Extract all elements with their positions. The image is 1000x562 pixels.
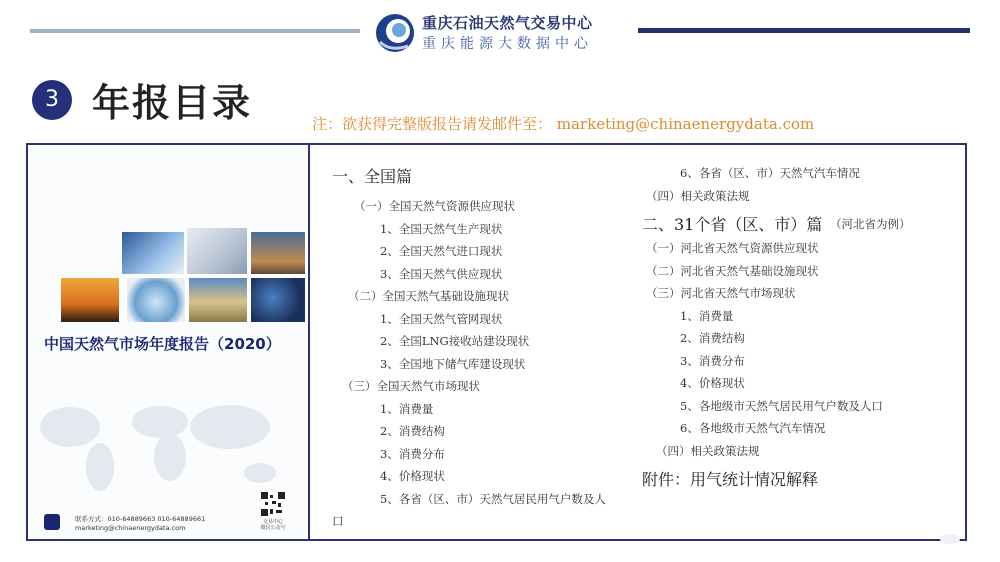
toc-item: 4、价格现状 (380, 469, 445, 483)
org-subtitle: 重庆能源大数据中心 (422, 36, 593, 52)
qr-caption (256, 519, 290, 531)
email-note: 注：欲获得完整版报告请发邮件至： marketing@chinaenergydata.com (312, 115, 815, 133)
cover-photo-charts (121, 231, 185, 275)
org-name: 重庆石油天然气交易中心 (422, 14, 593, 32)
section-number-badge: 3 (32, 80, 72, 120)
cover-contact (75, 515, 205, 533)
toc-item: 5、各省（区、市）天然气居民用气户数及人 (380, 492, 606, 506)
toc-appendix: 附件：用气统计情况解释 (642, 470, 819, 489)
toc-part2-heading: 二、31个省（区、市）篇 (642, 215, 823, 234)
header-rule-left (30, 29, 360, 33)
toc-item: 2、消费结构 (380, 424, 445, 438)
cover-photo-plant (250, 231, 306, 275)
toc-item: （三）全国天然气市场现状 (342, 379, 480, 393)
toc-item: 1、消费量 (680, 309, 734, 323)
toc-part2-subnote: （河北省为例） (830, 217, 911, 231)
toc-item: （二）全国天然气基础设施现状 (348, 289, 509, 303)
toc-item: 1、消费量 (380, 402, 434, 416)
toc-item: 1、全国天然气生产现状 (380, 222, 503, 236)
toc-item: 6、各省（区、市）天然气汽车情况 (680, 166, 860, 180)
toc-item: （四）相关政策法规 (646, 189, 750, 203)
phone-icon (44, 514, 60, 530)
toc-item: 口 (332, 514, 344, 528)
toc-item: 2、消费结构 (680, 331, 745, 345)
contact-phones: 联系方式：010-64889663 010-64889661 (75, 515, 206, 523)
cover-photo-oil-pump (60, 277, 120, 323)
section-title: 年报目录 (92, 81, 253, 125)
toc-item: （一）全国天然气资源供应现状 (354, 199, 515, 213)
contact-email: marketing@chinaenergydata.com (75, 524, 186, 532)
frame-divider (308, 143, 310, 541)
qr-caption-line2: 微信公众号 (260, 525, 286, 531)
world-map-icon (30, 387, 306, 497)
toc-item: （四）相关政策法规 (656, 444, 760, 458)
toc-item: （三）河北省天然气市场现状 (646, 286, 796, 300)
toc-item: 3、消费分布 (380, 447, 445, 461)
cover-photo-tanks (188, 277, 248, 323)
toc-item: 3、全国地下储气库建设现状 (380, 357, 526, 371)
cover-title: 中国天然气市场年度报告（2020） (44, 335, 281, 353)
cover-photo-globe (126, 277, 186, 323)
toc-part1-heading: 一、全国篇 (332, 167, 413, 186)
toc-item: 2、全国天然气进口现状 (380, 244, 503, 258)
qr-code-icon (260, 491, 286, 517)
decorative-swoosh (940, 534, 960, 544)
toc-item: 3、消费分布 (680, 354, 745, 368)
toc-item: 2、全国LNG接收站建设现状 (380, 334, 530, 348)
report-cover (30, 147, 306, 537)
toc-item: 3、全国天然气供应现状 (380, 267, 503, 281)
exchange-logo-icon (374, 12, 416, 54)
qr-caption-line1: 交易中心 (262, 519, 283, 525)
toc-item: 4、价格现状 (680, 376, 745, 390)
cover-photo-earth (250, 277, 306, 323)
header-rule-right (638, 28, 970, 33)
toc-item: （二）河北省天然气基础设施现状 (646, 264, 819, 278)
toc-item: 1、全国天然气管网现状 (380, 312, 503, 326)
cover-photo-meeting (186, 227, 248, 275)
toc-item: 6、各地级市天然气汽车情况 (680, 421, 826, 435)
toc-item: （一）河北省天然气资源供应现状 (646, 241, 819, 255)
toc-item: 5、各地级市天然气居民用气户数及人口 (680, 399, 883, 413)
